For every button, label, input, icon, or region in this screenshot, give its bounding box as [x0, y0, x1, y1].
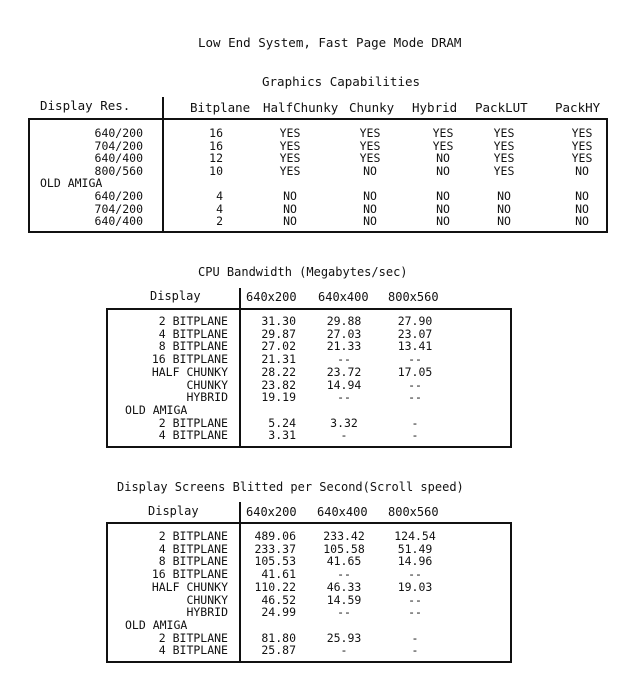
blitted-cell-640x200: 81.80 [261, 630, 296, 645]
bandwidth-header-display: Display [150, 289, 201, 303]
graphics-cell-chunky: NO [363, 201, 377, 216]
bandwidth-cell-640x200: 21.31 [261, 352, 296, 367]
bandwidth-cell-800x560: 23.07 [397, 326, 433, 341]
blitted-row-label: HYBRID [186, 605, 228, 620]
graphics-cell-packlut: NO [497, 214, 511, 229]
blitted-cell-800x560: -- [408, 605, 422, 620]
blitted-cell-640x400: -- [337, 605, 351, 620]
bandwidth-row-label: 4 BITPLANE [158, 428, 228, 443]
blitted-cell-640x200: 24.99 [261, 605, 296, 620]
blitted-row-label: 4 BITPLANE [158, 643, 228, 658]
bandwidth-row-label: 4 BITPLANE [158, 326, 228, 341]
graphics-cell-res: 704/200 [94, 201, 143, 216]
bandwidth-cell-640x200: 28.22 [261, 364, 296, 379]
bandwidth-cell-800x560: -- [408, 377, 422, 392]
bandwidth-cell-640x400: -- [337, 352, 351, 367]
blitted-title: Display Screens Blitted per Second(Scroll speed) [117, 480, 464, 494]
graphics-cell-halfchunky: NO [283, 201, 297, 216]
bandwidth-row-label: 2 BITPLANE [158, 314, 228, 328]
blitted-cell-800x560: -- [408, 592, 422, 607]
bandwidth-cell-800x560: - [411, 415, 419, 430]
bandwidth-header-640x200: 640x200 [246, 290, 297, 304]
graphics-header-hybrid: Hybrid [412, 100, 458, 115]
graphics-cell-halfchunky: YES [279, 126, 301, 140]
graphics-cell-packlut: YES [493, 126, 515, 140]
graphics-cell-hybrid: YES [432, 126, 454, 140]
graphics-cell-halfchunky: NO [283, 189, 297, 203]
blitted-cell-640x400: - [340, 643, 348, 658]
blitted-row-label: CHUNKY [186, 592, 228, 607]
bandwidth-cell-640x400: 29.88 [326, 314, 362, 328]
bandwidth-cell-640x400: 14.94 [326, 377, 362, 392]
bandwidth-cell-640x400: 21.33 [326, 339, 362, 354]
blitted-row-label: 2 BITPLANE [158, 529, 228, 543]
graphics-cell-packlut: NO [497, 201, 511, 216]
graphics-cell-hybrid: YES [432, 138, 454, 153]
graphics-cell-res: 640/200 [94, 126, 143, 140]
graphics-group-label: OLD AMIGA [40, 176, 103, 191]
graphics-cell-hybrid: NO [436, 163, 450, 178]
blitted-cell-640x400: 14.59 [326, 592, 362, 607]
graphics-header-bitplane: Bitplane [190, 100, 251, 115]
graphics-header-display-res: Display Res. [40, 98, 131, 113]
graphics-cell-chunky: YES [359, 126, 381, 140]
graphics-cell-packhy: NO [575, 214, 589, 229]
bandwidth-cell-640x400: 23.72 [326, 364, 362, 379]
bandwidth-cell-800x560: 17.05 [397, 364, 433, 379]
blitted-group-label: OLD AMIGA [125, 617, 188, 632]
blitted-row-label: 4 BITPLANE [158, 541, 228, 556]
bandwidth-cell-800x560: -- [408, 352, 422, 367]
blitted-header-display: Display [148, 504, 199, 518]
graphics-cell-hybrid: NO [436, 151, 450, 166]
blitted-cell-640x400: 25.93 [326, 630, 362, 645]
blitted-header-800x560: 800x560 [388, 505, 439, 519]
blitted-row-label: 2 BITPLANE [158, 630, 228, 645]
graphics-cell-res: 640/400 [94, 151, 143, 166]
bandwidth-cell-800x560: - [411, 428, 419, 443]
graphics-cell-hybrid: NO [436, 201, 450, 216]
graphics-cell-halfchunky: YES [279, 163, 301, 178]
blitted-row-label: HALF CHUNKY [151, 579, 228, 594]
graphics-cell-bitplane: 4 [216, 201, 223, 216]
graphics-cell-res: 640/400 [94, 214, 143, 229]
graphics-title: Graphics Capabilities [262, 74, 421, 89]
graphics-cell-packhy: NO [575, 163, 589, 178]
bandwidth-cell-640x200: 3.31 [268, 428, 296, 443]
blitted-cell-640x400: 46.33 [326, 579, 362, 594]
blitted-cell-640x200: 489.06 [254, 529, 296, 543]
bandwidth-cell-640x400: -- [337, 390, 351, 405]
bandwidth-cell-640x200: 29.87 [261, 326, 296, 341]
blitted-cell-640x200: 41.61 [261, 567, 296, 582]
blitted-cell-800x560: 51.49 [397, 541, 433, 556]
bandwidth-row-label: HYBRID [186, 390, 228, 405]
graphics-cell-chunky: NO [363, 214, 377, 229]
graphics-cell-packhy: YES [571, 138, 593, 153]
blitted-cell-640x400: -- [337, 567, 351, 582]
graphics-cell-chunky: YES [359, 138, 381, 153]
graphics-cell-bitplane: 4 [216, 189, 223, 203]
bandwidth-row-label: 16 BITPLANE [151, 352, 228, 367]
bandwidth-cell-800x560: -- [408, 390, 422, 405]
graphics-header-packlut: PackLUT [475, 100, 528, 115]
blitted-cell-800x560: 124.54 [394, 529, 436, 543]
graphics-cell-halfchunky: YES [279, 138, 301, 153]
graphics-cell-packlut: NO [497, 189, 511, 203]
blitted-header-640x400: 640x400 [317, 505, 368, 519]
blitted-cell-800x560: 19.03 [397, 579, 433, 594]
blitted-cell-640x200: 110.22 [254, 579, 296, 594]
blitted-cell-800x560: 14.96 [397, 554, 433, 569]
graphics-cell-res: 704/200 [94, 138, 143, 153]
bandwidth-cell-800x560: 27.90 [397, 314, 433, 328]
graphics-cell-res: 800/560 [94, 163, 143, 178]
blitted-cell-640x400: 233.42 [323, 529, 365, 543]
graphics-header-packhy: PackHY [555, 100, 601, 115]
graphics-header-halfchunky: HalfChunky [263, 100, 339, 115]
graphics-cell-bitplane: 16 [209, 126, 223, 140]
graphics-cell-packhy: YES [571, 126, 593, 140]
graphics-cell-chunky: NO [363, 189, 377, 203]
bandwidth-cell-640x400: 27.03 [326, 326, 362, 341]
bandwidth-title: CPU Bandwidth (Megabytes/sec) [198, 265, 408, 279]
blitted-cell-800x560: - [411, 643, 419, 658]
bandwidth-row-label: 8 BITPLANE [158, 339, 228, 354]
graphics-cell-packhy: NO [575, 189, 589, 203]
bandwidth-cell-800x560: 13.41 [397, 339, 433, 354]
blitted-cell-800x560: - [411, 630, 419, 645]
blitted-cell-640x200: 105.53 [254, 554, 296, 569]
graphics-cell-halfchunky: NO [283, 214, 297, 229]
graphics-cell-bitplane: 2 [216, 214, 223, 229]
graphics-cell-bitplane: 10 [209, 163, 223, 178]
graphics-cell-halfchunky: YES [279, 151, 301, 166]
blitted-cell-640x200: 25.87 [261, 643, 296, 658]
bandwidth-header-800x560: 800x560 [388, 290, 439, 304]
blitted-cell-640x400: 41.65 [326, 554, 362, 569]
graphics-cell-packlut: YES [493, 163, 515, 178]
graphics-cell-chunky: YES [359, 151, 381, 166]
bandwidth-row-label: 2 BITPLANE [158, 415, 228, 430]
graphics-cell-packhy: NO [575, 201, 589, 216]
page-title: Low End System, Fast Page Mode DRAM [198, 35, 462, 50]
blitted-cell-640x200: 233.37 [254, 541, 296, 556]
bandwidth-cell-640x200: 31.30 [261, 314, 296, 328]
graphics-cell-hybrid: NO [436, 214, 450, 229]
bandwidth-header-640x400: 640x400 [318, 290, 369, 304]
blitted-cell-640x400: 105.58 [323, 541, 365, 556]
bandwidth-group-label: OLD AMIGA [125, 402, 188, 417]
blitted-row-label: 16 BITPLANE [151, 567, 228, 582]
bandwidth-cell-640x200: 27.02 [261, 339, 296, 354]
bandwidth-row-label: HALF CHUNKY [151, 364, 228, 379]
bandwidth-cell-640x200: 5.24 [268, 415, 296, 430]
graphics-cell-packlut: YES [493, 151, 515, 166]
bandwidth-cell-640x400: - [340, 428, 348, 443]
graphics-cell-packhy: YES [571, 151, 593, 166]
blitted-cell-640x200: 46.52 [261, 592, 296, 607]
blitted-header-640x200: 640x200 [246, 505, 297, 519]
graphics-cell-packlut: YES [493, 138, 515, 153]
graphics-cell-bitplane: 12 [209, 151, 223, 166]
graphics-cell-chunky: NO [363, 163, 377, 178]
blitted-row-label: 8 BITPLANE [158, 554, 228, 569]
graphics-cell-hybrid: NO [436, 189, 450, 203]
graphics-cell-bitplane: 16 [209, 138, 223, 153]
graphics-header-chunky: Chunky [349, 100, 395, 115]
bandwidth-cell-640x200: 19.19 [261, 390, 296, 405]
graphics-cell-res: 640/200 [94, 189, 143, 203]
bandwidth-cell-640x400: 3.32 [330, 415, 358, 430]
blitted-cell-800x560: -- [408, 567, 422, 582]
bandwidth-cell-640x200: 23.82 [261, 377, 296, 392]
bandwidth-row-label: CHUNKY [186, 377, 228, 392]
